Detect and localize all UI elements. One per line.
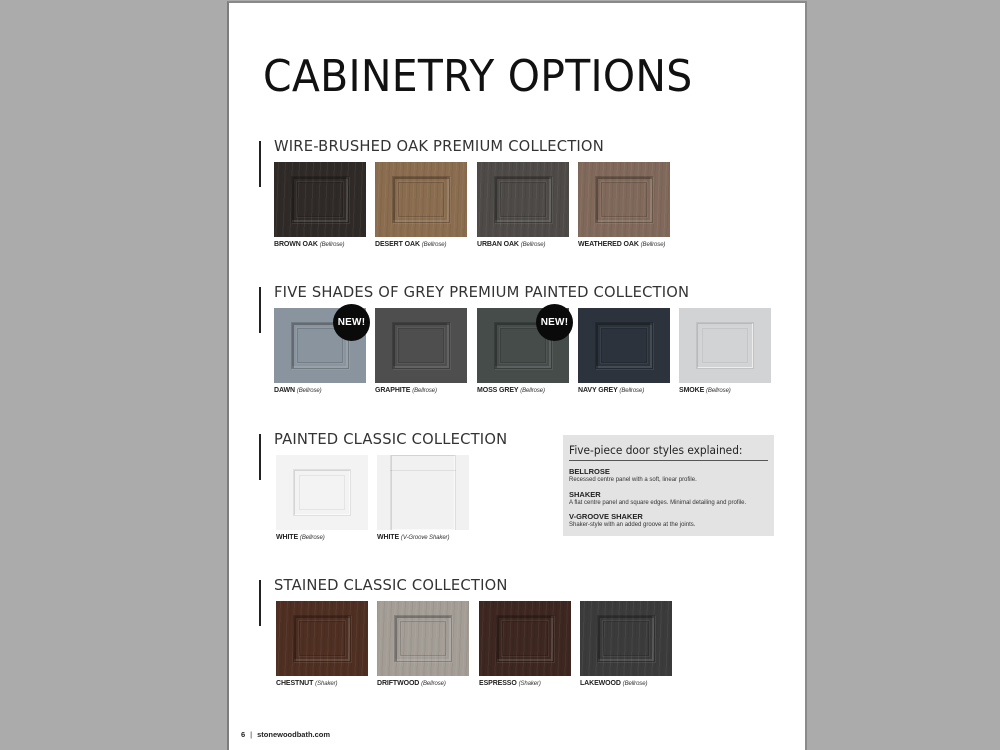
info-entry-definition: Recessed centre panel with a soft, linear profile.	[569, 477, 697, 483]
swatch-name: WHITE	[377, 534, 400, 541]
door-image	[578, 308, 670, 383]
new-badge: NEW!	[333, 304, 370, 341]
page-title: CABINETRY OPTIONS	[263, 51, 693, 102]
door-image	[580, 601, 672, 676]
door-image	[377, 601, 469, 676]
info-box-divider	[569, 460, 768, 461]
door-image	[479, 601, 571, 676]
door-image	[375, 162, 467, 237]
document-page	[227, 1, 807, 750]
swatch-style: (Shaker)	[315, 681, 338, 687]
info-entry-bellrose	[569, 467, 697, 483]
swatch-name: DAWN	[274, 387, 295, 394]
swatch-style: (Bellrose)	[520, 242, 546, 248]
swatch-name: DESERT OAK	[375, 241, 420, 248]
swatch-name: WEATHERED OAK	[578, 241, 639, 248]
swatch-name: SMOKE	[679, 387, 705, 394]
swatch-style: (Bellrose)	[421, 681, 446, 687]
swatch-name: GRAPHITE	[375, 387, 411, 394]
section-heading: WIRE-BRUSHED OAK PREMIUM COLLECTION	[274, 137, 604, 155]
section-heading: FIVE SHADES OF GREY PREMIUM PAINTED COLLECTION	[274, 283, 690, 301]
info-entry-term: BELLROSE	[569, 467, 610, 476]
swatch-style: (Bellrose)	[299, 535, 325, 541]
swatch-desert-oak	[375, 162, 467, 248]
door-image	[578, 162, 670, 237]
section-heading: PAINTED CLASSIC COLLECTION	[274, 430, 508, 448]
swatch-white-v-groove-shaker	[377, 455, 469, 541]
swatch-name: WHITE	[276, 534, 299, 541]
swatch-name: DRIFTWOOD	[377, 680, 420, 687]
swatch-espresso	[479, 601, 571, 687]
swatch-lakewood	[580, 601, 672, 687]
section-accent-bar	[259, 434, 261, 480]
swatch-name: ESPRESSO	[479, 680, 517, 687]
info-entry-term: V-GROOVE SHAKER	[569, 512, 643, 521]
swatch-style: (Bellrose)	[520, 388, 545, 394]
swatch-driftwood	[377, 601, 469, 687]
swatch-urban-oak	[477, 162, 569, 248]
swatch-style: (V-Groove Shaker)	[400, 535, 450, 541]
swatch-name: NAVY GREY	[578, 387, 618, 394]
swatch-name: CHESTNUT	[276, 680, 314, 687]
info-entry-term: SHAKER	[569, 490, 601, 499]
swatch-brown-oak	[274, 162, 366, 248]
door-styles-info-box	[563, 435, 774, 536]
swatch-style: (Bellrose)	[421, 242, 447, 248]
info-entry-v-groove-shaker	[569, 512, 695, 528]
new-badge: NEW!	[536, 304, 573, 341]
swatch-navy-grey	[578, 308, 670, 394]
swatch-style: (Shaker)	[518, 681, 541, 687]
swatch-name: LAKEWOOD	[580, 680, 621, 687]
section-accent-bar	[259, 287, 261, 333]
door-image	[274, 162, 366, 237]
page-number: 6	[241, 730, 246, 739]
swatch-style: (Bellrose)	[319, 242, 345, 248]
page-footer	[241, 730, 330, 739]
info-entry-shaker	[569, 490, 746, 506]
door-image	[276, 601, 368, 676]
swatch-weathered-oak	[578, 162, 670, 248]
section-heading: STAINED CLASSIC COLLECTION	[274, 576, 508, 594]
door-image	[477, 162, 569, 237]
section-accent-bar	[259, 141, 261, 187]
swatch-style: (Bellrose)	[622, 681, 648, 687]
door-image	[679, 308, 771, 383]
swatch-name: MOSS GREY	[477, 387, 519, 394]
footer-separator: |	[250, 730, 253, 739]
swatch-white-bellrose	[276, 455, 368, 541]
info-box-title: Five-piece door styles explained:	[569, 443, 743, 457]
info-entry-definition: A flat centre panel and square edges. Minimal detailing and profile.	[569, 500, 747, 506]
swatch-name: BROWN OAK	[274, 241, 318, 248]
swatch-chestnut	[276, 601, 368, 687]
footer-website-link[interactable]: stonewoodbath.com	[257, 730, 331, 739]
swatch-name: URBAN OAK	[477, 241, 519, 248]
info-entry-definition: Shaker-style with an added groove at the joints.	[569, 522, 696, 528]
swatch-smoke	[679, 308, 771, 394]
swatch-graphite	[375, 308, 467, 394]
door-image	[377, 455, 469, 530]
swatch-style: (Bellrose)	[619, 388, 645, 394]
swatch-style: (Bellrose)	[706, 388, 731, 394]
swatch-style: (Bellrose)	[640, 242, 666, 248]
swatch-moss-grey	[477, 308, 569, 394]
swatch-style: (Bellrose)	[412, 388, 437, 394]
swatch-style: (Bellrose)	[296, 388, 322, 394]
door-image	[276, 455, 368, 530]
section-accent-bar	[259, 580, 261, 626]
swatch-dawn	[274, 308, 366, 394]
door-image	[375, 308, 467, 383]
